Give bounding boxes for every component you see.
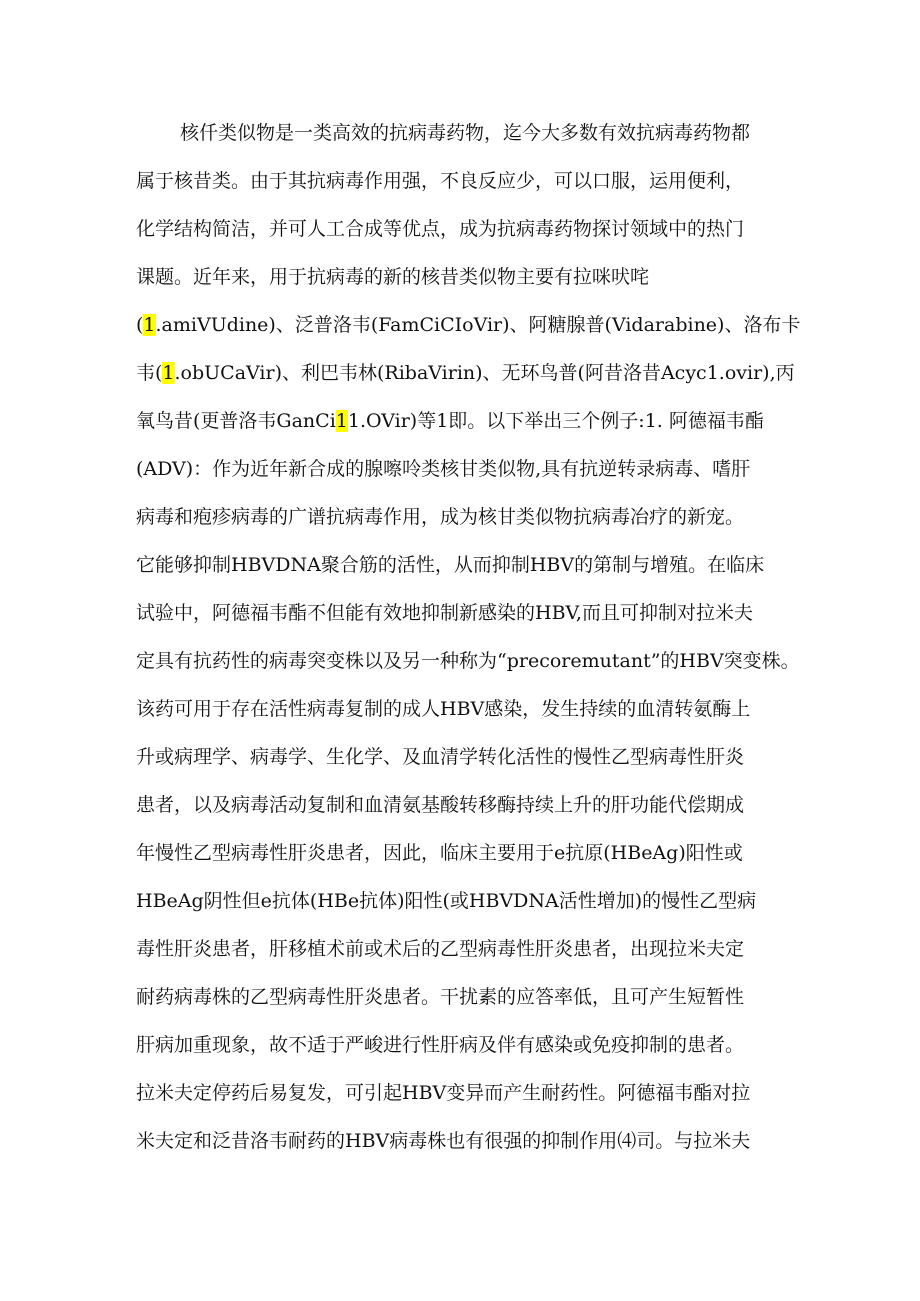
- text-line-12: 定具有抗药性的病毒突变株以及另一种称为“precoremutant”的HBV突变株。: [136, 650, 800, 672]
- text-line-10: 它能够抑制HBVDNA聚合筋的活性，从而抑制HBV的第制与增殖。在临床: [136, 554, 765, 576]
- text-line-5: [136, 308, 806, 342]
- text-line-7: [136, 404, 806, 438]
- highlight-mark: 1: [162, 362, 175, 384]
- highlight-mark: 1: [143, 314, 156, 336]
- text-seg: (: [136, 314, 144, 336]
- text-seg: .obUCaVir)、利巴韦林(RibaVirin)、无环鸟普(阿昔洛昔Acyc1.ovir),丙: [174, 362, 795, 384]
- highlight-mark: 1: [335, 410, 348, 432]
- text-seg: 氧鸟昔(更普洛韦GanCi: [136, 410, 336, 432]
- text-seg: 韦(: [136, 362, 163, 384]
- text-line-17: HBeAg阴性但e抗体(HBe抗体)阳性(或HBVDNA活性增加)的慢性乙型病: [136, 890, 757, 912]
- text-line-4: 课题。近年来，用于抗病毒的新的核昔类似物主要有拉咪吠咤: [136, 266, 650, 288]
- text-line-14: 升或病理学、病毒学、生化学、及血清学转化活性的慢性乙型病毒性肝炎: [136, 746, 745, 768]
- text-line-6: [136, 356, 806, 390]
- text-seg: .amiVUdine)、泛普洛韦(FamCiCIoVir)、阿糖腺普(Vidarabine)、洛布卡: [155, 314, 801, 336]
- text-seg: 1.OVir)等1即。以下举出三个例子:1. 阿德福韦酯: [347, 410, 764, 432]
- text-line-11: 试验中，阿德福韦酯不但能有效地抑制新感染的HBV,而且可抑制对拉米夫: [136, 602, 753, 624]
- text-line-13: 该药可用于存在活性病毒复制的成人HBV感染，发生持续的血清转氨酶上: [136, 698, 751, 720]
- text-line-20: 肝病加重现象，故不适于严峻进行性肝病及伴有感染或免疫抑制的患者。: [136, 1034, 745, 1056]
- text-line-15: 患者，以及病毒活动复制和血清氨基酸转移酶持续上升的肝功能代偿期成: [136, 794, 745, 816]
- text-line-18: 毒性肝炎患者，肝移植术前或术后的乙型病毒性肝炎患者，出现拉米夫定: [136, 938, 745, 960]
- text-line-22: 米夫定和泛昔洛韦耐药的HBV病毒株也有很强的抑制作用⑷司。与拉米夫: [136, 1130, 751, 1152]
- text-line-21: 拉米夫定停药后易复发，可引起HBV变异而产生耐药性。阿德福韦酯对拉: [136, 1082, 751, 1104]
- text-line-1: 核仟类似物是一类高效的抗病毒药物，迄今大多数有效抗病毒药物都: [180, 122, 751, 144]
- text-line-2: 属于核昔类。由于其抗病毒作用强，不良反应少，可以口服，运用便利，: [136, 170, 745, 192]
- text-line-8: (ADV)：作为近年新合成的腺嚓呤类核甘类似物,具有抗逆转录病毒、嗜肝: [136, 458, 751, 480]
- text-line-9: 病毒和疱疹病毒的广谱抗病毒作用，成为核甘类似物抗病毒冶疗的新宠。: [136, 506, 745, 528]
- text-line-16: 年慢性乙型病毒性肝炎患者，因此，临床主要用于e抗原(HBeAg)阳性或: [136, 842, 743, 864]
- text-line-3: 化学结构简洁，并可人工合成等优点，成为抗病毒药物探讨领域中的热门: [136, 218, 745, 240]
- text-line-19: 耐药病毒株的乙型病毒性肝炎患者。干扰素的应答率低，且可产生短暂性: [136, 986, 745, 1008]
